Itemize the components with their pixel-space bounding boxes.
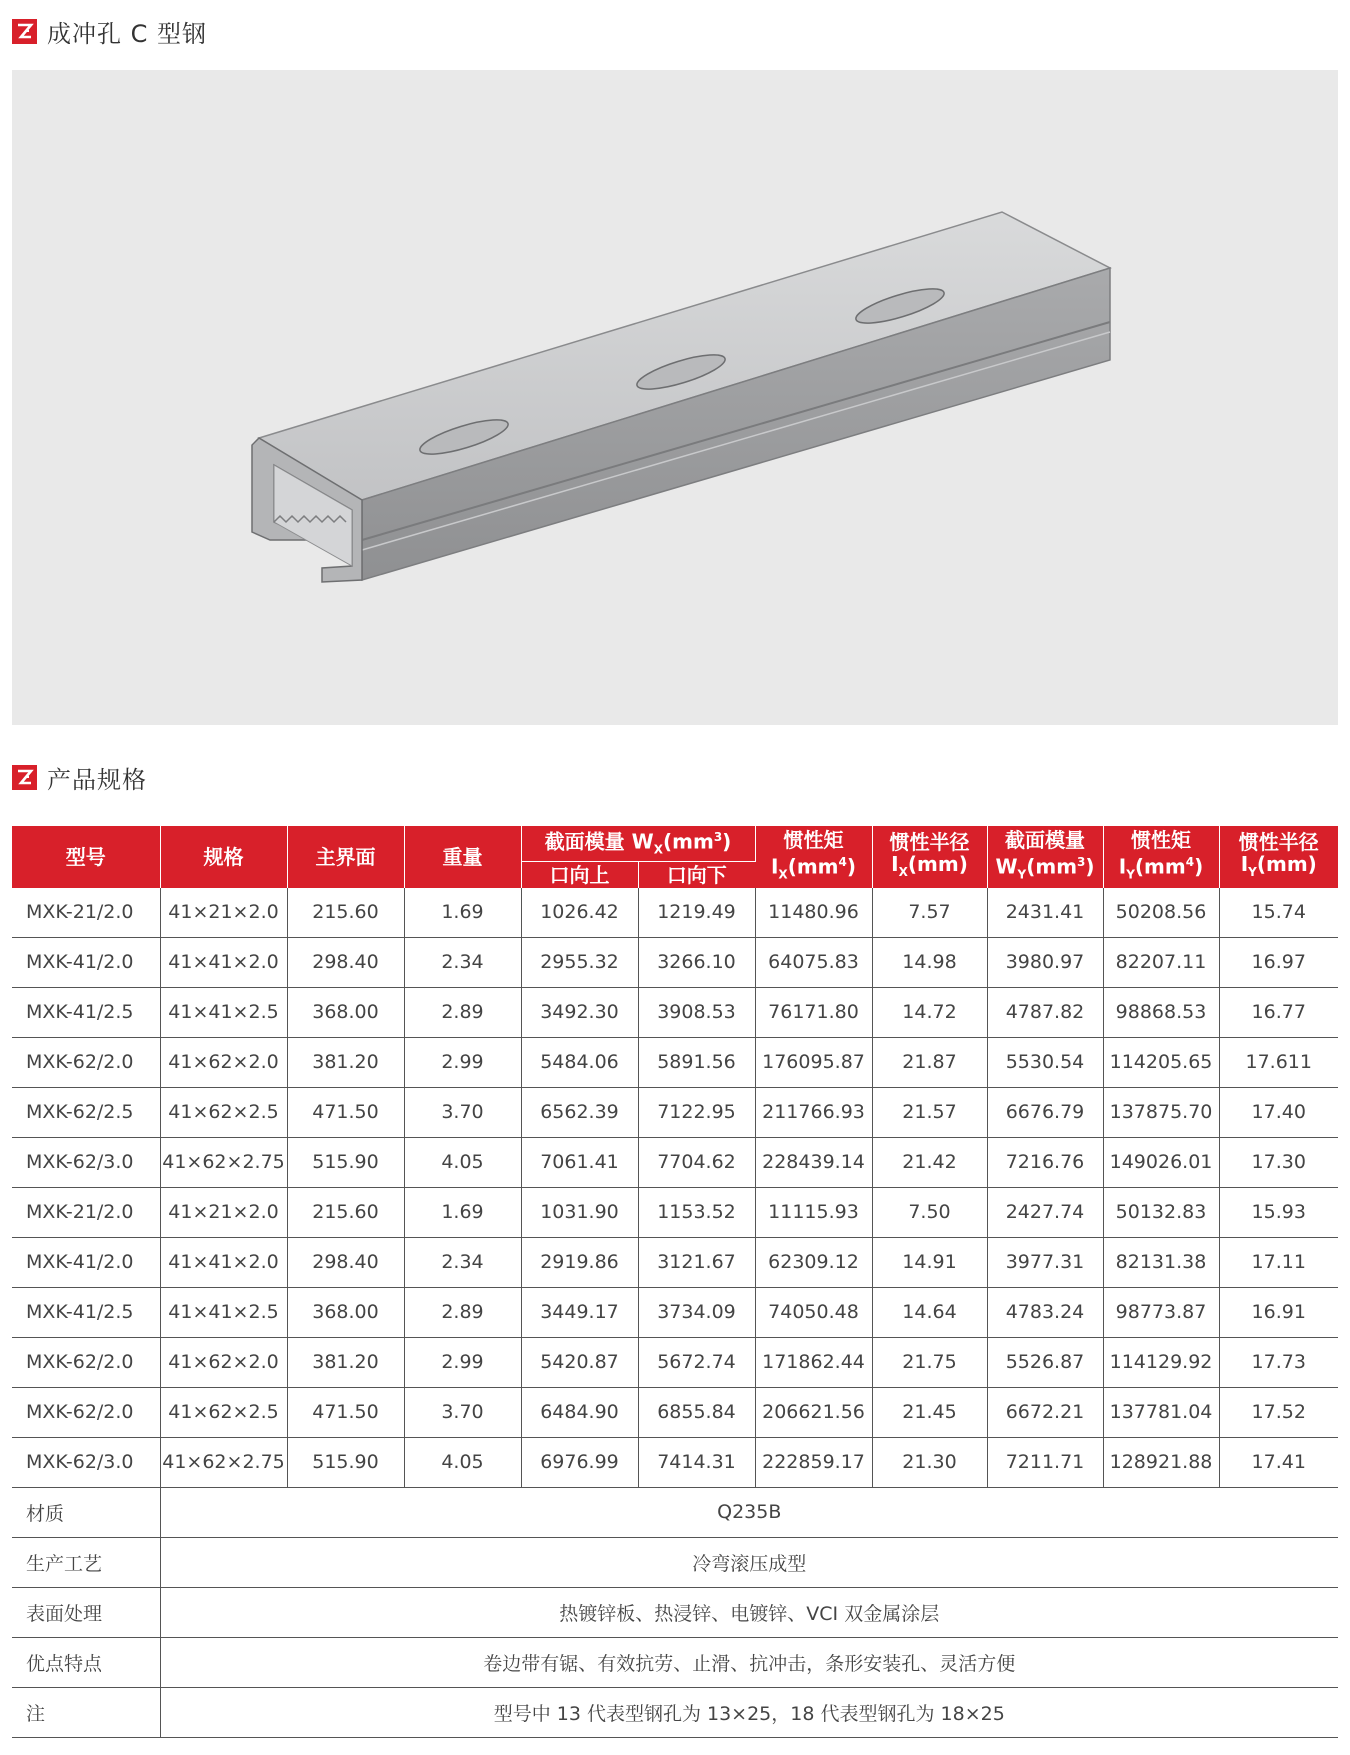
col-iy-header: 惯性矩 $I_Y(mm^4)$ bbox=[1103, 826, 1219, 888]
table-cell: 41×62×2.75 bbox=[160, 1137, 287, 1187]
table-row bbox=[12, 1187, 1338, 1237]
table-cell: 41×21×2.0 bbox=[160, 888, 287, 938]
table-cell: 41×62×2.5 bbox=[160, 1387, 287, 1437]
note-value: 冷弯滚压成型 bbox=[160, 1537, 1338, 1587]
table-cell: 98868.53 bbox=[1103, 987, 1219, 1037]
table-row bbox=[12, 1287, 1338, 1337]
table-cell: 381.20 bbox=[287, 1037, 404, 1087]
note-label: 优点特点 bbox=[12, 1637, 160, 1687]
table-cell: 11115.93 bbox=[755, 1187, 872, 1237]
table-cell: 14.72 bbox=[872, 987, 987, 1037]
section-title: 产品规格 bbox=[47, 766, 147, 794]
table-cell: 211766.93 bbox=[755, 1087, 872, 1137]
spec-note-row bbox=[12, 1687, 1338, 1737]
table-cell: 21.75 bbox=[872, 1337, 987, 1387]
table-cell: MXK-62/3.0 bbox=[12, 1437, 160, 1487]
table-cell: 3.70 bbox=[404, 1387, 521, 1437]
table-cell: 50208.56 bbox=[1103, 888, 1219, 938]
table-cell: 5420.87 bbox=[521, 1337, 638, 1387]
note-value: 热镀锌板、热浸锌、电镀锌、VCI 双金属涂层 bbox=[160, 1587, 1338, 1637]
table-row bbox=[12, 888, 1338, 938]
table-cell: 14.98 bbox=[872, 937, 987, 987]
table-cell: 1.69 bbox=[404, 888, 521, 938]
table-cell: 215.60 bbox=[287, 888, 404, 938]
table-cell: 3449.17 bbox=[521, 1287, 638, 1337]
table-cell: 41×41×2.5 bbox=[160, 987, 287, 1037]
table-cell: MXK-41/2.5 bbox=[12, 1287, 160, 1337]
table-cell: 114129.92 bbox=[1103, 1337, 1219, 1387]
col-ix-header: 惯性矩 $I_X(mm^4)$ bbox=[755, 826, 872, 888]
table-cell: 6562.39 bbox=[521, 1087, 638, 1137]
table-cell: 41×21×2.0 bbox=[160, 1187, 287, 1237]
table-cell: 2.89 bbox=[404, 1287, 521, 1337]
table-cell: 15.93 bbox=[1219, 1187, 1338, 1237]
table-row bbox=[12, 1387, 1338, 1437]
table-cell: 41×41×2.0 bbox=[160, 937, 287, 987]
spec-note-row bbox=[12, 1587, 1338, 1637]
table-cell: 171862.44 bbox=[755, 1337, 872, 1387]
section-header-spec bbox=[12, 760, 147, 795]
table-cell: 14.91 bbox=[872, 1237, 987, 1287]
brand-logo-icon bbox=[12, 19, 37, 44]
table-cell: 2.34 bbox=[404, 1237, 521, 1287]
col-spec-header: 规格 bbox=[160, 826, 287, 888]
table-cell: 5484.06 bbox=[521, 1037, 638, 1087]
c-channel-steel-illustration bbox=[12, 70, 1338, 725]
table-cell: MXK-41/2.0 bbox=[12, 1237, 160, 1287]
table-cell: MXK-41/2.0 bbox=[12, 937, 160, 987]
section-title: 成冲孔 C 型钢 bbox=[47, 20, 208, 48]
table-cell: 515.90 bbox=[287, 1137, 404, 1187]
table-cell: 4.05 bbox=[404, 1437, 521, 1487]
table-cell: 206621.56 bbox=[755, 1387, 872, 1437]
product-image bbox=[12, 70, 1338, 725]
table-cell: 11480.96 bbox=[755, 888, 872, 938]
table-row bbox=[12, 1037, 1338, 1087]
table-cell: 16.97 bbox=[1219, 937, 1338, 987]
table-row bbox=[12, 1237, 1338, 1287]
table-cell: 7.50 bbox=[872, 1187, 987, 1237]
table-cell: MXK-62/2.5 bbox=[12, 1087, 160, 1137]
table-cell: 515.90 bbox=[287, 1437, 404, 1487]
table-cell: 7414.31 bbox=[638, 1437, 755, 1487]
table-cell: 2431.41 bbox=[987, 888, 1103, 938]
table-cell: 215.60 bbox=[287, 1187, 404, 1237]
table-cell: 2.99 bbox=[404, 1037, 521, 1087]
table-cell: 2.34 bbox=[404, 937, 521, 987]
table-row bbox=[12, 937, 1338, 987]
table-cell: 6484.90 bbox=[521, 1387, 638, 1437]
table-cell: 50132.83 bbox=[1103, 1187, 1219, 1237]
table-cell: 3980.97 bbox=[987, 937, 1103, 987]
table-cell: 98773.87 bbox=[1103, 1287, 1219, 1337]
table-cell: 1.69 bbox=[404, 1187, 521, 1237]
table-cell: 21.30 bbox=[872, 1437, 987, 1487]
spec-note-row bbox=[12, 1487, 1338, 1537]
col-rx-header: 惯性半径 $I_X(mm)$ bbox=[872, 826, 987, 888]
note-label: 表面处理 bbox=[12, 1587, 160, 1637]
table-cell: 128921.88 bbox=[1103, 1437, 1219, 1487]
table-cell: 62309.12 bbox=[755, 1237, 872, 1287]
table-cell: 4.05 bbox=[404, 1137, 521, 1187]
table-cell: 7061.41 bbox=[521, 1137, 638, 1187]
table-cell: 17.52 bbox=[1219, 1387, 1338, 1437]
table-cell: 3121.67 bbox=[638, 1237, 755, 1287]
note-value: 卷边带有锯、有效抗劳、止滑、抗冲击，条形安装孔、灵活方便 bbox=[160, 1637, 1338, 1687]
col-wx-header: 截面模量 $W_X(mm^3)$ bbox=[521, 826, 755, 861]
table-cell: 2427.74 bbox=[987, 1187, 1103, 1237]
table-cell: 7704.62 bbox=[638, 1137, 755, 1187]
table-cell: 3.70 bbox=[404, 1087, 521, 1137]
table-cell: 41×62×2.0 bbox=[160, 1037, 287, 1087]
table-cell: 41×41×2.0 bbox=[160, 1237, 287, 1287]
table-row bbox=[12, 987, 1338, 1037]
table-header-row bbox=[12, 826, 1338, 861]
table-cell: 76171.80 bbox=[755, 987, 872, 1037]
note-label: 注 bbox=[12, 1687, 160, 1737]
table-cell: 471.50 bbox=[287, 1387, 404, 1437]
table-row bbox=[12, 1437, 1338, 1487]
table-cell: 298.40 bbox=[287, 1237, 404, 1287]
table-cell: 381.20 bbox=[287, 1337, 404, 1387]
table-cell: 64075.83 bbox=[755, 937, 872, 987]
table-cell: 368.00 bbox=[287, 987, 404, 1037]
table-cell: 471.50 bbox=[287, 1087, 404, 1137]
table-cell: 21.57 bbox=[872, 1087, 987, 1137]
table-cell: MXK-41/2.5 bbox=[12, 987, 160, 1037]
table-cell: 368.00 bbox=[287, 1287, 404, 1337]
table-cell: 3266.10 bbox=[638, 937, 755, 987]
col-wx-up-header: 口向上 bbox=[521, 861, 638, 888]
table-cell: 3977.31 bbox=[987, 1237, 1103, 1287]
spec-table bbox=[12, 826, 1338, 1738]
table-cell: 16.91 bbox=[1219, 1287, 1338, 1337]
table-row bbox=[12, 1137, 1338, 1187]
table-cell: 3908.53 bbox=[638, 987, 755, 1037]
table-cell: MXK-62/2.0 bbox=[12, 1037, 160, 1087]
table-cell: MXK-21/2.0 bbox=[12, 888, 160, 938]
note-label: 生产工艺 bbox=[12, 1537, 160, 1587]
table-cell: 14.64 bbox=[872, 1287, 987, 1337]
table-cell: 41×41×2.5 bbox=[160, 1287, 287, 1337]
col-weight-header: 重量 bbox=[404, 826, 521, 888]
table-cell: 17.30 bbox=[1219, 1137, 1338, 1187]
table-cell: 2919.86 bbox=[521, 1237, 638, 1287]
table-cell: 41×62×2.75 bbox=[160, 1437, 287, 1487]
table-cell: 17.611 bbox=[1219, 1037, 1338, 1087]
col-model-header: 型号 bbox=[12, 826, 160, 888]
col-ry-header: 惯性半径 $I_Y(mm)$ bbox=[1219, 826, 1338, 888]
table-cell: 17.41 bbox=[1219, 1437, 1338, 1487]
table-row bbox=[12, 1087, 1338, 1137]
table-cell: 4783.24 bbox=[987, 1287, 1103, 1337]
table-cell: 82207.11 bbox=[1103, 937, 1219, 987]
table-cell: 74050.48 bbox=[755, 1287, 872, 1337]
spec-note-row bbox=[12, 1537, 1338, 1587]
table-cell: 114205.65 bbox=[1103, 1037, 1219, 1087]
table-cell: 17.73 bbox=[1219, 1337, 1338, 1387]
table-cell: 21.87 bbox=[872, 1037, 987, 1087]
table-cell: MXK-62/3.0 bbox=[12, 1137, 160, 1187]
table-cell: 7211.71 bbox=[987, 1437, 1103, 1487]
spec-note-row bbox=[12, 1637, 1338, 1687]
table-cell: MXK-62/2.0 bbox=[12, 1387, 160, 1437]
table-cell: 5526.87 bbox=[987, 1337, 1103, 1387]
table-cell: 228439.14 bbox=[755, 1137, 872, 1187]
col-wy-header: 截面模量 $W_Y(mm^3)$ bbox=[987, 826, 1103, 888]
table-cell: 1153.52 bbox=[638, 1187, 755, 1237]
col-wx-down-header: 口向下 bbox=[638, 861, 755, 888]
table-cell: 3492.30 bbox=[521, 987, 638, 1037]
table-cell: 2.99 bbox=[404, 1337, 521, 1387]
table-cell: 1031.90 bbox=[521, 1187, 638, 1237]
table-cell: 17.40 bbox=[1219, 1087, 1338, 1137]
table-cell: 6672.21 bbox=[987, 1387, 1103, 1437]
note-value: 型号中 13 代表型钢孔为 13×25，18 代表型钢孔为 18×25 bbox=[160, 1687, 1338, 1737]
table-cell: 16.77 bbox=[1219, 987, 1338, 1037]
table-cell: 2.89 bbox=[404, 987, 521, 1037]
table-cell: 222859.17 bbox=[755, 1437, 872, 1487]
table-cell: 7122.95 bbox=[638, 1087, 755, 1137]
table-cell: 15.74 bbox=[1219, 888, 1338, 938]
col-area-header: 主界面 bbox=[287, 826, 404, 888]
table-cell: MXK-21/2.0 bbox=[12, 1187, 160, 1237]
table-cell: MXK-62/2.0 bbox=[12, 1337, 160, 1387]
table-cell: 41×62×2.5 bbox=[160, 1087, 287, 1137]
note-label: 材质 bbox=[12, 1487, 160, 1537]
table-cell: 4787.82 bbox=[987, 987, 1103, 1037]
table-cell: 137875.70 bbox=[1103, 1087, 1219, 1137]
table-row bbox=[12, 1337, 1338, 1387]
table-cell: 5672.74 bbox=[638, 1337, 755, 1387]
table-cell: 6976.99 bbox=[521, 1437, 638, 1487]
table-cell: 298.40 bbox=[287, 937, 404, 987]
table-cell: 17.11 bbox=[1219, 1237, 1338, 1287]
brand-logo-icon bbox=[12, 765, 37, 790]
section-header-product bbox=[12, 14, 207, 49]
table-cell: 41×62×2.0 bbox=[160, 1337, 287, 1387]
table-cell: 5530.54 bbox=[987, 1037, 1103, 1087]
table-cell: 6676.79 bbox=[987, 1087, 1103, 1137]
table-cell: 176095.87 bbox=[755, 1037, 872, 1087]
table-cell: 3734.09 bbox=[638, 1287, 755, 1337]
table-cell: 1026.42 bbox=[521, 888, 638, 938]
table-cell: 7216.76 bbox=[987, 1137, 1103, 1187]
table-cell: 149026.01 bbox=[1103, 1137, 1219, 1187]
table-cell: 82131.38 bbox=[1103, 1237, 1219, 1287]
table-cell: 6855.84 bbox=[638, 1387, 755, 1437]
table-cell: 21.42 bbox=[872, 1137, 987, 1187]
table-cell: 137781.04 bbox=[1103, 1387, 1219, 1437]
table-cell: 1219.49 bbox=[638, 888, 755, 938]
table-cell: 7.57 bbox=[872, 888, 987, 938]
note-value: Q235B bbox=[160, 1487, 1338, 1537]
table-cell: 2955.32 bbox=[521, 937, 638, 987]
table-cell: 5891.56 bbox=[638, 1037, 755, 1087]
table-cell: 21.45 bbox=[872, 1387, 987, 1437]
